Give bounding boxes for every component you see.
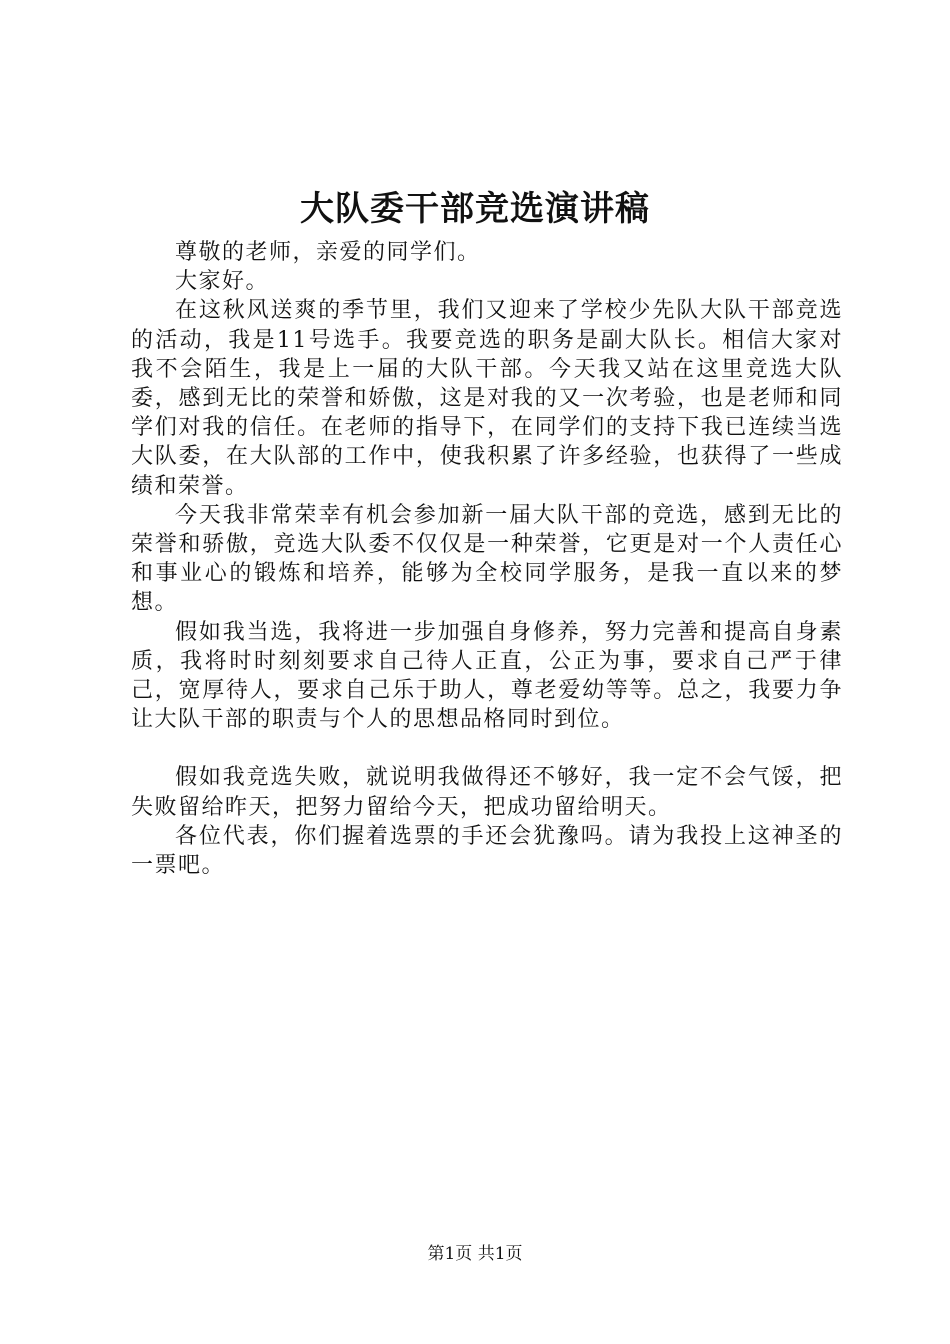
paragraph-spacer [131, 734, 843, 763]
document-body [131, 238, 843, 880]
body-paragraph: 在这秋风送爽的季节里，我们又迎来了学校少先队大队干部竞选的活动，我是11号选手。我要竞选的职务是副大队长。相信大家对我不会陌生，我是上一届的大队干部。今天我又站在这里竞选大队委，感到无比的荣誉和娇傲，这是对我的又一次考验，也是老师和同学们对我的信任。在老师的指导下，在同学们的支持下我已连续当选大队委，在大队部的工作中，使我积累了许多经验，也获得了一些成绩和荣誉。 [131, 298, 843, 499]
page-number-footer: 第1页 共1页 [427, 1244, 523, 1264]
closing-paragraph: 各位代表，你们握着选票的手还会犹豫吗。请为我投上这神圣的一票吧。 [131, 823, 843, 879]
body-paragraph: 假如我当选，我将进一步加强自身修养，努力完善和提高自身素质，我将时时刻刻要求自己待人正直，公正为事，要求自己严于律己，宽厚待人，要求自己乐于助人，尊老爱幼等等。总之，我要力争让大队干部的职责与个人的思想品格同时到位。 [131, 619, 843, 733]
body-paragraph: 今天我非常荣幸有机会参加新一届大队干部的竞选，感到无比的荣誉和骄傲，竞选大队委不仅仅是一种荣誉，它更是对一个人责任心和事业心的锻炼和培养，能够为全校同学服务，是我一直以来的梦想。 [131, 502, 843, 616]
hello-paragraph: 大家好。 [175, 269, 270, 295]
greeting-paragraph: 尊敬的老师，亲爱的同学们。 [175, 240, 481, 265]
document-title: 大队委干部竞选演讲稿 [300, 189, 650, 229]
body-paragraph: 假如我竞选失败，就说明我做得还不够好，我一定不会气馁，把失败留给昨天，把努力留给今天，把成功留给明天。 [131, 765, 843, 820]
